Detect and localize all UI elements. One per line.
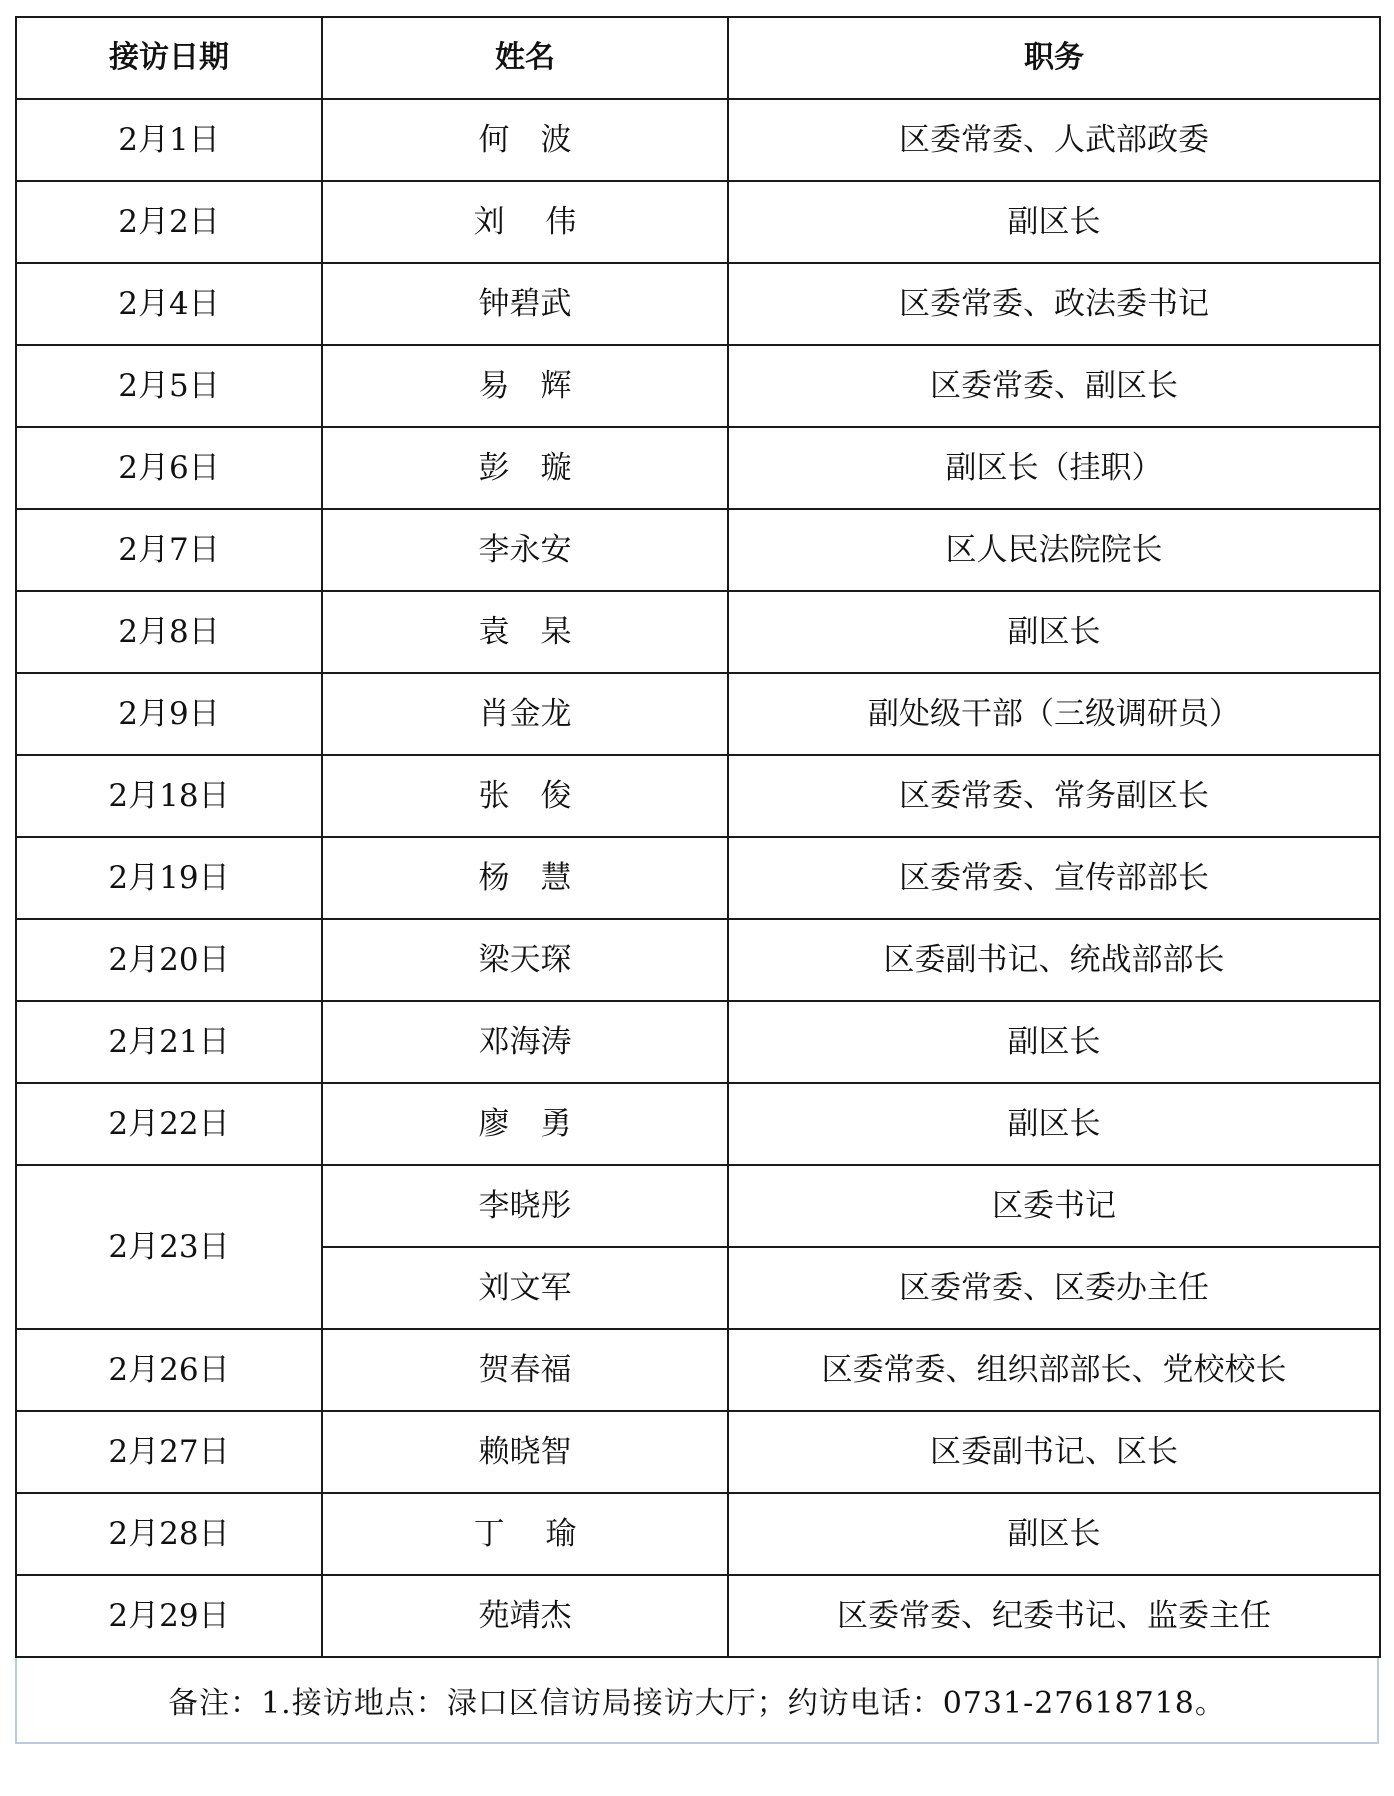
table-row bbox=[16, 755, 1380, 837]
header-role: 职务 bbox=[728, 17, 1380, 99]
name-cell: 赖晓智 bbox=[322, 1411, 728, 1493]
date-cell: 2月7日 bbox=[16, 509, 322, 591]
role-cell: 副区长 bbox=[728, 591, 1380, 673]
table-row bbox=[16, 1083, 1380, 1165]
table-row bbox=[16, 1001, 1380, 1083]
name-cell: 苑靖杰 bbox=[322, 1575, 728, 1657]
table-row bbox=[16, 591, 1380, 673]
name-cell: 梁天琛 bbox=[322, 919, 728, 1001]
date-cell: 2月27日 bbox=[16, 1411, 322, 1493]
role-cell: 副区长 bbox=[728, 181, 1380, 263]
date-cell: 2月8日 bbox=[16, 591, 322, 673]
name-cell: 易 辉 bbox=[322, 345, 728, 427]
table-row bbox=[16, 427, 1380, 509]
name-cell: 李晓彤 bbox=[322, 1165, 728, 1247]
role-cell: 区委副书记、统战部部长 bbox=[728, 919, 1380, 1001]
table-row bbox=[16, 673, 1380, 755]
role-cell: 区委常委、宣传部部长 bbox=[728, 837, 1380, 919]
role-cell: 副区长 bbox=[728, 1493, 1380, 1575]
role-cell: 区委常委、副区长 bbox=[728, 345, 1380, 427]
role-cell: 副区长 bbox=[728, 1083, 1380, 1165]
date-cell: 2月28日 bbox=[16, 1493, 322, 1575]
role-cell: 副区长（挂职） bbox=[728, 427, 1380, 509]
role-cell: 区委常委、纪委书记、监委主任 bbox=[728, 1575, 1380, 1657]
date-cell: 2月18日 bbox=[16, 755, 322, 837]
name-cell: 张 俊 bbox=[322, 755, 728, 837]
table-body bbox=[16, 99, 1380, 1657]
date-cell: 2月29日 bbox=[16, 1575, 322, 1657]
role-cell: 区委常委、常务副区长 bbox=[728, 755, 1380, 837]
role-cell: 副处级干部（三级调研员） bbox=[728, 673, 1380, 755]
table-header-row bbox=[16, 17, 1380, 99]
role-cell: 区委常委、组织部部长、党校校长 bbox=[728, 1329, 1380, 1411]
role-cell: 区委书记 bbox=[728, 1165, 1380, 1247]
date-cell: 2月22日 bbox=[16, 1083, 322, 1165]
role-cell: 区委副书记、区长 bbox=[728, 1411, 1380, 1493]
table-row bbox=[16, 181, 1380, 263]
name-cell: 丁 瑜 bbox=[322, 1493, 728, 1575]
header-name: 姓名 bbox=[322, 17, 728, 99]
date-cell: 2月21日 bbox=[16, 1001, 322, 1083]
name-cell: 刘 伟 bbox=[322, 181, 728, 263]
table-row bbox=[16, 1329, 1380, 1411]
table-row bbox=[16, 1575, 1380, 1657]
table-row bbox=[16, 345, 1380, 427]
date-cell: 2月20日 bbox=[16, 919, 322, 1001]
name-cell: 李永安 bbox=[322, 509, 728, 591]
name-cell: 彭 璇 bbox=[322, 427, 728, 509]
schedule-sheet bbox=[15, 16, 1379, 1744]
table-row bbox=[16, 837, 1380, 919]
table-row bbox=[16, 919, 1380, 1001]
name-cell: 杨 慧 bbox=[322, 837, 728, 919]
date-cell: 2月9日 bbox=[16, 673, 322, 755]
table-row bbox=[16, 509, 1380, 591]
name-cell: 刘文军 bbox=[322, 1247, 728, 1329]
role-cell: 区人民法院院长 bbox=[728, 509, 1380, 591]
role-cell: 区委常委、区委办主任 bbox=[728, 1247, 1380, 1329]
role-cell: 区委常委、政法委书记 bbox=[728, 263, 1380, 345]
date-cell: 2月6日 bbox=[16, 427, 322, 509]
role-cell: 区委常委、人武部政委 bbox=[728, 99, 1380, 181]
date-cell: 2月26日 bbox=[16, 1329, 322, 1411]
table-row bbox=[16, 1411, 1380, 1493]
table-row bbox=[16, 263, 1380, 345]
date-cell: 2月23日 bbox=[16, 1165, 322, 1329]
date-cell: 2月1日 bbox=[16, 99, 322, 181]
table-row bbox=[16, 99, 1380, 181]
date-cell: 2月2日 bbox=[16, 181, 322, 263]
header-date: 接访日期 bbox=[16, 17, 322, 99]
name-cell: 邓海涛 bbox=[322, 1001, 728, 1083]
name-cell: 何 波 bbox=[322, 99, 728, 181]
date-cell: 2月4日 bbox=[16, 263, 322, 345]
table-row bbox=[16, 1493, 1380, 1575]
role-cell: 副区长 bbox=[728, 1001, 1380, 1083]
footnote: 备注：1.接访地点：渌口区信访局接访大厅；约访电话：0731-27618718。 bbox=[15, 1658, 1379, 1744]
date-cell: 2月19日 bbox=[16, 837, 322, 919]
name-cell: 袁 杲 bbox=[322, 591, 728, 673]
reception-schedule-table bbox=[15, 16, 1381, 1658]
date-cell: 2月5日 bbox=[16, 345, 322, 427]
table-row bbox=[16, 1165, 1380, 1247]
name-cell: 廖 勇 bbox=[322, 1083, 728, 1165]
name-cell: 钟碧武 bbox=[322, 263, 728, 345]
name-cell: 肖金龙 bbox=[322, 673, 728, 755]
name-cell: 贺春福 bbox=[322, 1329, 728, 1411]
